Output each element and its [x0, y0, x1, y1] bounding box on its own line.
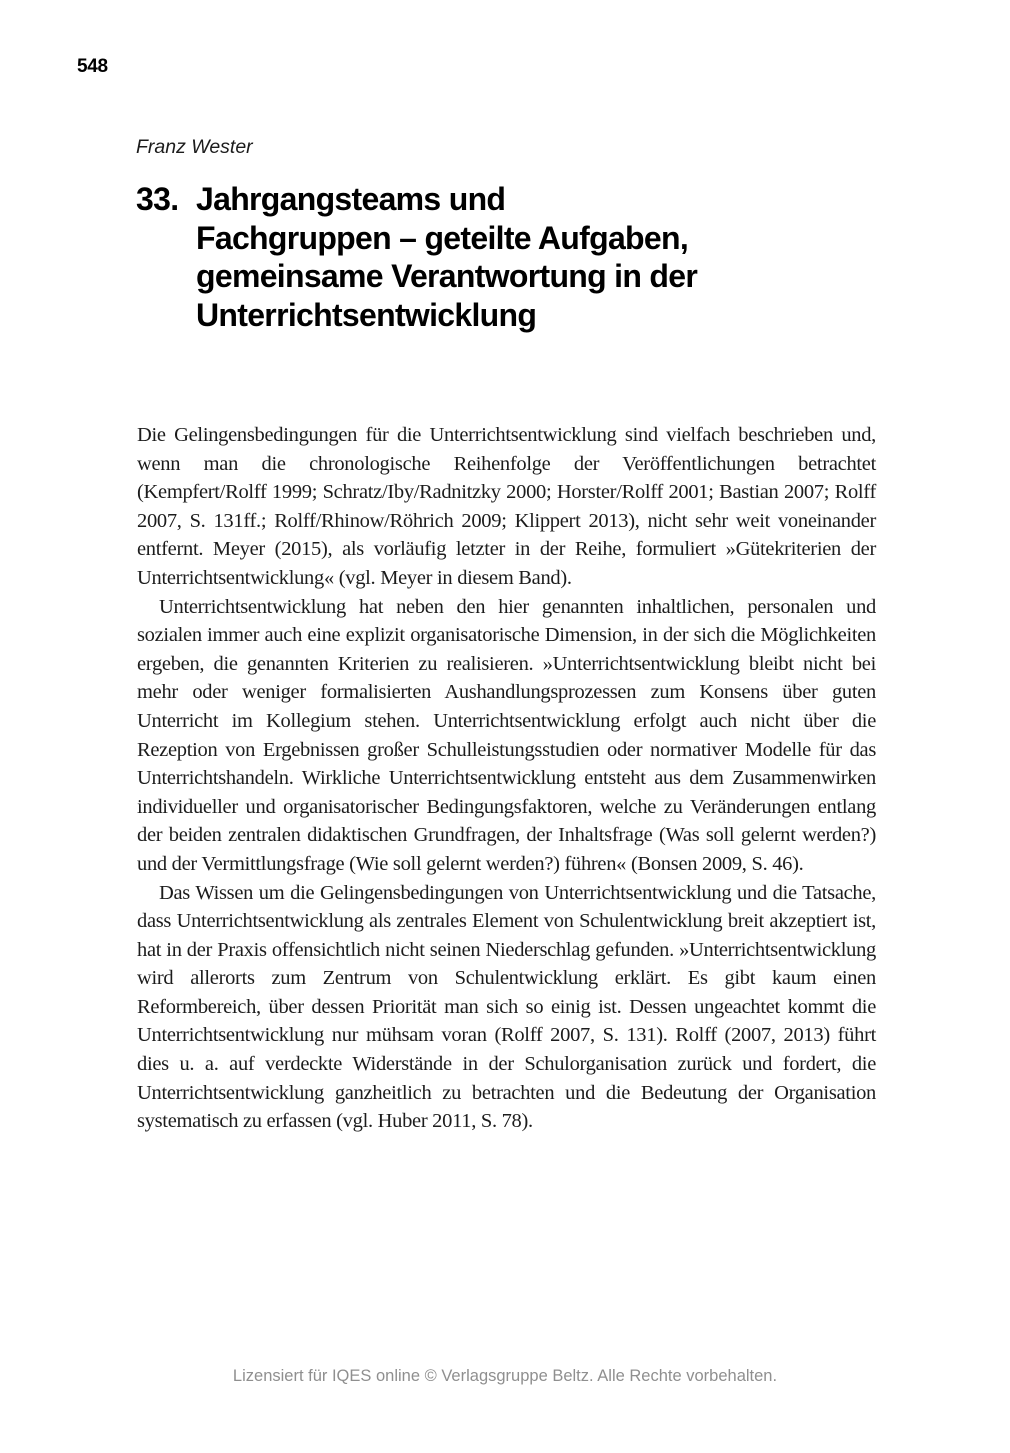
- paragraph-3: Das Wissen um die Gelingensbedingungen von Unterrichtsentwicklung und die Tatsache, dass Unterrichtsentwicklung als zentrales Element von Schulentwicklung breit akzeptiert ist, hat in der Praxis offensichtlich nicht seinen Niederschlag gefunden. »Unterrichtsentwicklung wird allerorts zum Zentrum von Schulentwicklung erklärt. Es gibt kaum einen Reformbereich, über dessen Priorität man sich so einig ist. Dessen ungeachtet kommt die Unterrichtsentwicklung nur mühsam voran (Rolff 2007, S. 131). Rolff (2007, 2013) führt dies u. a. auf verdeckte Widerstände in der Schulorganisation zurück und fordert, die Unterrichtsentwicklung ganzheitlich zu betrachten und die Bedeutung der Organisation systematisch zu erfassen (vgl. Huber 2011, S. 78).: [137, 881, 876, 1133]
- chapter-title-line-1: Jahrgangsteams und: [196, 181, 506, 217]
- author-name: Franz Wester: [136, 136, 253, 158]
- paragraph-2: Unterrichtsentwicklung hat neben den hier genannten inhaltlichen, personalen und sozialen immer auch eine explizit organisatorische Dimension, in der sich die Möglichkeiten ergeben, die genannten Kriterien zu realisieren. »Unterrichtsentwicklung bleibt nicht bei mehr oder weniger formalisierten Aushandlungsprozessen zum Konsens über guten Unterricht im Kollegium stehen. Unterrichtsentwicklung erfolgt auch nicht über die Rezeption von Ergebnissen großer Schulleistungsstudien oder normativer Modelle für das Unterrichtshandeln. Wirkliche Unterrichtsentwicklung entsteht aus dem Zusammenwirken individueller und organisatorischer Bedingungsfaktoren, welche zu Veränderungen entlang der beiden zentralen didaktischen Grundfragen, der Inhaltsfrage (Was soll gelernt werden?) und der Vermittlungsfrage (Wie soll gelernt werden?) führen« (Bonsen 2009, S. 46).: [137, 595, 876, 875]
- chapter-heading: [136, 180, 697, 334]
- chapter-title: [196, 180, 697, 334]
- chapter-number: 33.: [136, 181, 179, 217]
- license-footer: Lizensiert für IQES online © Verlagsgruppe Beltz. Alle Rechte vorbehalten.: [232, 1367, 778, 1385]
- chapter-title-line-4: Unterrichtsentwicklung: [196, 296, 537, 333]
- chapter-title-line-3: gemeinsame Verantwortung in der: [196, 258, 698, 295]
- page-number: 548: [77, 56, 108, 77]
- body-text: [137, 421, 876, 1136]
- chapter-title-line-2: Fachgruppen – geteilte Aufgaben,: [196, 219, 689, 256]
- paragraph-1: Die Gelingensbedingungen für die Unterrichtsentwicklung sind vielfach beschrieben und, wenn man die chronologische Reihenfolge der Veröffentlichungen betrachtet (Kempfert/Rolff 1999; Schratz/Iby/Radnitzky 2000; Horster/Rolff 2001; Bastian 2007; Rolff 2007, S. 131ff.; Rolff/Rhinow/Röhrich 2009; Klippert 2013), nicht sehr weit voneinander entfernt. Meyer (2015), als vorläufig letzter in der Reihe, formuliert »Gütekriterien der Unterrichtsentwicklung« (vgl. Meyer in diesem Band).: [137, 424, 876, 589]
